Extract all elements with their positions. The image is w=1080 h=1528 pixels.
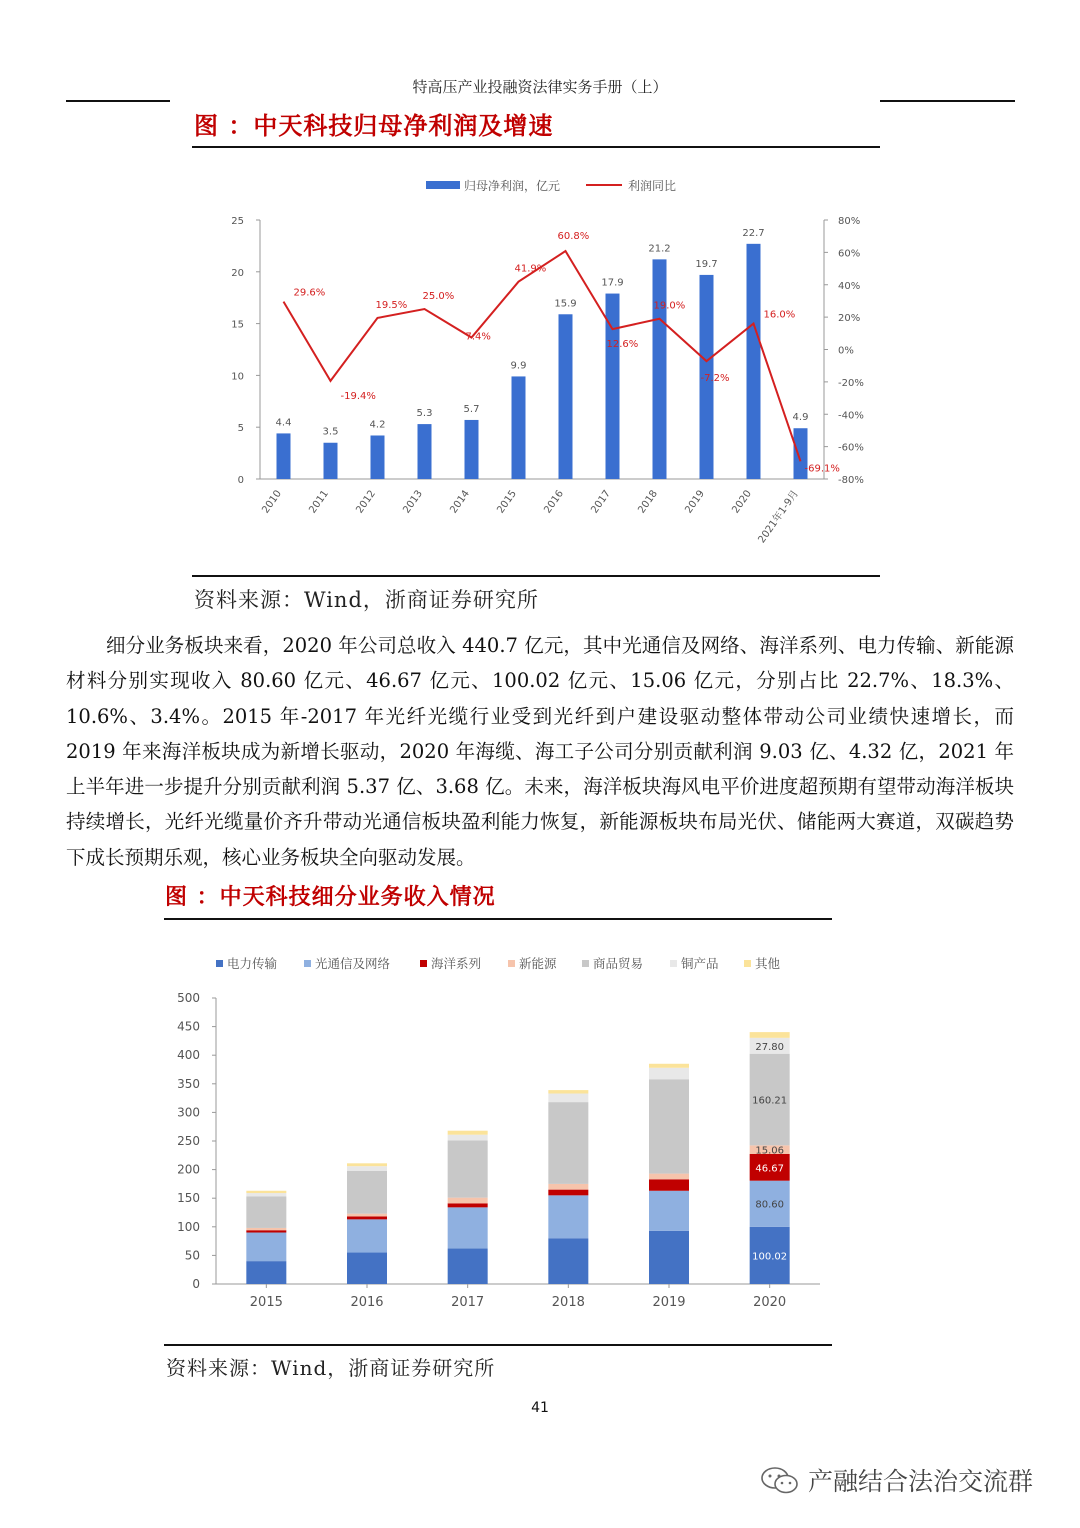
revenue-segment [347,1217,387,1220]
profit-bar-label: 17.9 [601,277,624,289]
revenue-segment [347,1163,387,1166]
revenue-segment [548,1184,588,1190]
growth-label: 19.0% [653,300,686,312]
y-tick-label: 100 [177,1219,200,1234]
revenue-segment [347,1171,387,1214]
legend-label: 商品贸易 [593,956,644,971]
x-tick-label: 2016 [542,488,566,516]
x-tick-label: 2016 [350,1295,384,1310]
y-tick-label: 400 [177,1048,200,1063]
revenue-segment [448,1131,488,1135]
revenue-segment [246,1193,286,1196]
profit-bars [277,244,808,479]
legend-label: 海洋系列 [431,956,482,971]
right-tick-label: 80% [838,216,861,227]
right-tick-label: -40% [838,410,864,422]
legend-label: 电力传输 [227,956,278,971]
header-rule-right [880,100,1015,102]
profit-chart-legend [426,178,676,193]
growth-line [284,251,801,461]
revenue-segment [649,1231,689,1284]
growth-label: -7.2% [700,373,730,385]
y-tick-label: 0 [192,1277,200,1291]
revenue-segment [649,1079,689,1173]
x-tick-label: 2018 [636,488,660,516]
revenue-segment-label: 160.21 [752,1095,788,1107]
y-tick-label: 50 [184,1248,200,1263]
legend-swatch-profit [426,181,460,189]
x-tick-label: 2017 [451,1295,485,1310]
left-tick-label: 25 [231,216,244,227]
legend-label: 光通信及网络 [315,956,391,971]
x-tick-label: 2013 [401,488,425,516]
legend-swatch [582,960,589,967]
revenue-segment [548,1090,588,1093]
revenue-segment [548,1238,588,1284]
profit-bar-label: 21.2 [648,243,671,255]
figure2-title: 图 ：中天科技细分业务收入情况 [165,885,496,910]
revenue-segment [448,1135,488,1141]
revenue-segment [246,1233,286,1262]
revenue-segment [448,1198,488,1204]
x-tick-label: 2010 [260,488,284,516]
profit-bar-label: 5.7 [463,403,480,415]
right-tick-label: 40% [838,280,861,292]
profit-bar-label: 22.7 [742,227,765,239]
revenue-segment [548,1094,588,1103]
watermark-text: 产融结合法治交流群 [808,1467,1034,1496]
growth-label: -19.4% [340,390,376,402]
revenue-segment [448,1207,488,1248]
revenue-segment [246,1196,286,1227]
revenue-segment [649,1064,689,1068]
right-tick-label: 60% [838,248,861,260]
x-tick-label: 2014 [448,488,472,516]
profit-bar [324,443,338,479]
profit-bar [653,259,667,479]
watermark [760,1462,1033,1498]
profit-chart-axes [231,216,864,545]
profit-chart [192,160,892,570]
legend-label: 其他 [755,956,781,971]
revenue-segment-label: 100.02 [752,1251,788,1263]
y-tick-label: 500 [177,991,200,1005]
revenue-segment-label: 27.80 [755,1041,784,1053]
x-tick-label: 2019 [683,488,707,516]
left-tick-label: 5 [237,423,244,435]
revenue-bars [246,1032,789,1284]
figure2-bottom-rule [164,1344,832,1346]
profit-bar-label: 19.7 [695,258,718,270]
revenue-segment [246,1228,286,1230]
profit-bar-label: 5.3 [416,408,433,420]
revenue-segment [347,1253,387,1284]
x-tick-label: 2011 [307,488,331,516]
left-tick-label: 0 [237,475,244,486]
growth-label: 12.6% [606,339,639,351]
profit-bar [418,424,432,479]
left-tick-label: 20 [231,267,244,279]
revenue-segment [649,1179,689,1190]
profit-bar [371,435,385,479]
x-tick-label: 2017 [589,488,613,516]
revenue-segment [347,1166,387,1171]
revenue-segment [448,1249,488,1284]
revenue-segment-label: 46.67 [755,1163,784,1175]
profit-bar [277,433,291,479]
x-tick-label: 2021年1-9月 [756,488,801,546]
revenue-segment [347,1214,387,1217]
body-paragraph: 细分业务板块来看，2020 年公司总收入 440.7 亿元，其中光通信及网络、海洋系列、电力传输、新能源材料分别实现收入 80.60 亿元、46.67 亿元、100.02 亿元、15.06 亿元，分别占比 22.7%、18.3%、10.6%、3.4%。2015 年-2017 年光纤光缆行业受到光纤到户建设驱动整体带动公司业绩快速增长，而 2019 年来海洋板块成为新增长驱动，2020 年海缆、海工子公司分别贡献利润 9.03 亿、4.32 亿，2021 年上半年进一步提升分别贡献利润 5.37 亿、3.68 亿。未来，海洋板块海风电平价进度超预期有望带动海洋板块持续增长，光纤光缆量价齐升带动光通信板块盈利能力恢复，新能源板块布局光伏、储能两大赛道，双碳趋势下成长预期乐观，核心业务板块全向驱动发展。 [66,634,1014,869]
right-tick-label: -20% [838,377,864,389]
left-tick-label: 10 [231,371,244,383]
legend-label-growth: 利润同比 [628,179,677,193]
x-tick-label: 2020 [730,488,754,516]
x-tick-label: 2012 [354,488,378,516]
growth-label: 25.0% [422,291,455,303]
legend-swatch [670,960,677,967]
x-tick-label: 2019 [652,1295,686,1310]
profit-bar-label: 15.9 [554,298,577,310]
figure2-source: 资料来源：Wind，浙商证券研究所 [166,1356,496,1380]
revenue-segment [649,1068,689,1079]
y-tick-label: 200 [177,1162,200,1177]
growth-label: 60.8% [557,231,590,243]
profit-bar-label: 9.9 [510,360,527,372]
profit-bar-label: 4.4 [275,417,292,429]
growth-label: 16.0% [763,309,796,321]
x-tick-label: 2015 [495,488,519,516]
legend-swatch [744,960,751,967]
y-tick-label: 350 [177,1076,200,1091]
wechat-icon [760,1465,800,1495]
revenue-chart [164,940,834,1330]
revenue-segment-label: 15.06 [755,1145,784,1157]
profit-bar-label: 4.9 [792,412,809,424]
revenue-segment [649,1174,689,1180]
figure1-top-rule [192,146,880,148]
profit-bar [512,376,526,479]
profit-bar [747,244,761,479]
right-tick-label: -80% [838,475,864,486]
growth-polyline [284,251,801,461]
legend-swatch [420,960,427,967]
revenue-segment-label: 80.60 [755,1199,784,1211]
growth-label: 29.6% [293,287,326,299]
legend-label: 新能源 [519,956,557,971]
revenue-chart-legend [216,956,781,971]
running-header: 特高压产业投融资法律实务手册（上） [412,78,668,96]
profit-bar [465,420,479,479]
revenue-segment [548,1195,588,1238]
y-tick-label: 450 [177,1019,200,1034]
growth-label: 7.4% [465,331,491,343]
revenue-segment [448,1140,488,1197]
page-number: 41 [531,1400,549,1416]
figure1-title: 图 ：中天科技归母净利润及增速 [194,112,554,140]
revenue-segment [649,1191,689,1231]
y-tick-label: 250 [177,1134,200,1148]
figure2-top-rule [164,918,832,920]
revenue-segment [246,1230,286,1232]
figure1-source: 资料来源：Wind，浙商证券研究所 [194,588,539,612]
y-tick-label: 150 [177,1191,200,1206]
right-tick-label: -60% [838,442,864,454]
header-rule-left [66,100,170,102]
legend-label-profit: 归母净利润，亿元 [464,179,561,193]
legend-swatch [304,960,311,967]
revenue-segment [246,1261,286,1284]
figure1-bottom-rule [192,575,880,577]
revenue-segment [548,1190,588,1196]
revenue-segment [246,1191,286,1193]
revenue-segment [347,1219,387,1252]
revenue-segment [448,1203,488,1207]
x-tick-label: 2020 [753,1295,787,1310]
profit-bar-label: 4.2 [369,419,386,431]
legend-swatch [508,960,515,967]
y-tick-label: 300 [177,1105,200,1120]
x-tick-label: 2018 [551,1295,585,1310]
profit-bar-label: 3.5 [322,426,339,438]
right-tick-label: 0% [838,345,854,357]
x-tick-label: 2015 [249,1295,283,1310]
growth-label: 19.5% [375,299,408,311]
revenue-segment [548,1102,588,1184]
legend-swatch [216,960,223,967]
legend-label: 铜产品 [681,956,719,971]
right-tick-label: 20% [838,313,861,325]
growth-label: 41.9% [514,263,547,275]
profit-bar [559,314,573,479]
left-tick-label: 15 [231,319,244,331]
growth-label: -69.1% [804,463,840,475]
revenue-segment [750,1032,790,1038]
